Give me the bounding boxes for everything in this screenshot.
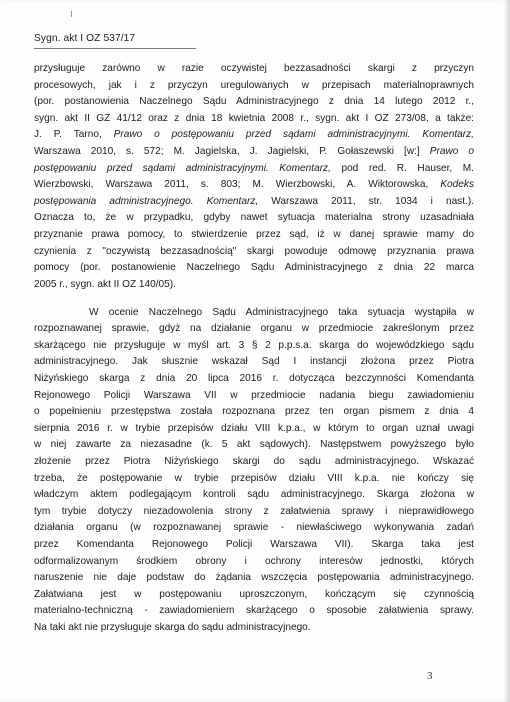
text-line — [34, 604, 474, 618]
text-line — [34, 472, 474, 486]
text-segment: skarżącego nie przysługuje w myśl art. 3 § 2 p.p.s.a. skarga do wojewódzkiego sądu — [34, 339, 474, 351]
italic-citation: postępowaniu przed sądami administracyjnymi. Komentarz, — [34, 162, 331, 174]
text-segment: władczym aktem podlegającym kontroli sądu administracyjnego. Skarga złożona w — [34, 489, 474, 501]
text-segment: administracyjnego. Jak słusznie wskazał Sąd I instancji złożona przez Piotra — [34, 356, 474, 368]
text-line — [34, 422, 474, 436]
text-segment: Wierzbowski, Warszawa 2011, s. 803; M. Wierzbowski, A. Wiktorowska, — [34, 179, 441, 191]
text-segment: pomocy (por. postanowienie Naczelnego Sądu Administracyjnego z dnia 22 marca — [34, 262, 474, 274]
text-segment: trzeba, że postępowanie w trybie przepisów działu VIII k.p.a. nie kończy się — [34, 472, 474, 484]
text-segment: Oznacza to, że w przypadku, gdyby nawet sytuacja materialna strony uzasadniała — [34, 212, 474, 224]
text-segment: złożenie przez Piotra Niżyńskiego skargi do sądu administracyjnego. Wskazać — [34, 455, 474, 467]
italic-citation: Kodeks — [440, 179, 474, 191]
text-segment: sygn. akt II GZ 41/12 oraz z dnia 18 kwietnia 2008 r., sygn. akt I OZ 273/08, a także: — [34, 112, 474, 124]
text-segment: Warszawa 2011, str. 1034 i nast.). — [258, 195, 475, 207]
text-segment: o popełnieniu przestępstwa została rozpoznana przez ten organ pismem z dnia 4 — [34, 406, 474, 418]
text-line — [34, 555, 474, 569]
italic-citation: Prawo o — [429, 146, 474, 157]
text-segment: odformalizowanym środkiem obrony i ochrony interesów jednostki, których — [34, 555, 474, 567]
text-line — [34, 621, 311, 635]
text-line — [34, 488, 474, 502]
text-line — [34, 405, 474, 419]
case-signature: Sygn. akt I OZ 537/17 — [34, 33, 136, 44]
text-segment: procesowych, jak i z przyczyn uregulowanych w przepisach materialnoprawnych — [34, 79, 474, 91]
text-segment: przez Komendanta Rejonowego Policji Warszawa VII). Skarga taka jest — [34, 538, 474, 550]
text-line — [34, 339, 474, 353]
text-line — [34, 112, 474, 126]
text-line — [89, 306, 474, 320]
text-segment: Na taki akt nie przysługuje skarga do sądu administracyjnego. — [34, 621, 311, 633]
text-line — [34, 95, 474, 109]
text-segment: tym trybie dotyczy niezadowolenia strony z załatwienia sprawy i nieprawidłowego — [34, 505, 474, 517]
text-segment: W ocenie Naczelnego Sądu Administracyjnego taka sytuacja wystąpiła w — [89, 306, 474, 318]
text-line — [34, 79, 474, 93]
page-number: 3 — [427, 670, 433, 682]
text-segment: Załatwiana jest w postępowaniu uproszczonym, kończącym się czynnością — [34, 588, 474, 600]
text-line — [34, 521, 474, 535]
text-segment: działania organu (w rozpoznawanej sprawie - niewłaściwego wykonywania zadań — [34, 522, 474, 534]
text-segment: Warszawa 2010, s. 572; M. Jagielska, J. Jagielski, P. Gołaszewski [w:] — [34, 146, 430, 157]
text-line — [34, 588, 474, 602]
text-line — [34, 195, 474, 209]
text-line — [34, 245, 474, 259]
text-line — [34, 178, 474, 192]
text-segment: 2005 r., sygn. akt II OZ 140/05). — [34, 278, 176, 290]
text-line — [34, 355, 474, 369]
text-segment: J. P. Tarno, — [34, 129, 114, 141]
text-segment: naruszenie nie daje podstaw do żądania wszczęcia postępowania administracyjnego. — [34, 572, 474, 584]
text-line — [34, 455, 474, 469]
italic-citation: Prawo o postępowaniu przed sądami administracyjnymi. Komentarz, — [113, 129, 474, 141]
text-line — [34, 505, 474, 519]
text-segment: Rejonowego Policji Warszawa VII w przedmiocie nadania biegu zawiadomieniu — [34, 389, 474, 401]
text-line — [34, 145, 474, 159]
text-line — [34, 62, 474, 76]
text-segment: (por. postanowienia Naczelnego Sądu Administracyjnego z dnia 14 lutego 2012 r., — [34, 96, 474, 108]
text-segment: w niej zawarte za niezasadne (k. 5 akt sądowych). Następstwem powyższego było — [34, 439, 474, 451]
text-line — [34, 261, 474, 275]
header-divider — [34, 48, 196, 49]
text-segment: Niżyńskiego skarga z dnia 20 lipca 2016 r. dotycząca bezczynności Komendanta — [34, 372, 474, 384]
scan-mark — [71, 11, 75, 17]
text-segment: rozpoznawanej sprawie, gdyż na działanie organu w przedmiocie zakreślonym przez — [34, 323, 474, 335]
text-line — [34, 162, 474, 176]
text-line — [34, 211, 474, 225]
text-line — [34, 571, 474, 585]
text-segment: czynienia z "oczywistą bezzasadnością" skargi powoduje odmowę przyznania prawa — [34, 245, 474, 257]
text-segment: przyznanie prawa pomocy, to stwierdzenie przez sąd, iż w danej sprawie mamy do — [34, 229, 474, 240]
text-line — [34, 438, 474, 452]
text-line — [34, 128, 474, 142]
page-edge-shadow — [504, 0, 510, 702]
text-segment: przysługuje zarówno w razie oczywistej bezzasadności skargi z przyczyn — [34, 63, 474, 74]
text-line — [34, 278, 176, 292]
text-segment: pod red. R. Hauser, M. — [330, 162, 474, 174]
text-segment: materialno-techniczną - zawiadomieniem skarżącego o sposobie załatwienia sprawy. — [34, 605, 474, 617]
text-line — [34, 228, 474, 242]
text-line — [34, 389, 474, 403]
italic-citation: postępowania administracyjnego. Komentarz, — [34, 195, 259, 207]
text-line — [34, 372, 474, 386]
text-line — [34, 322, 474, 336]
text-segment: sierpnia 2016 r. w trybie przepisów działu VIII k.p.a., w którym to organ uznał uwagi — [34, 422, 474, 434]
text-line — [34, 538, 474, 552]
